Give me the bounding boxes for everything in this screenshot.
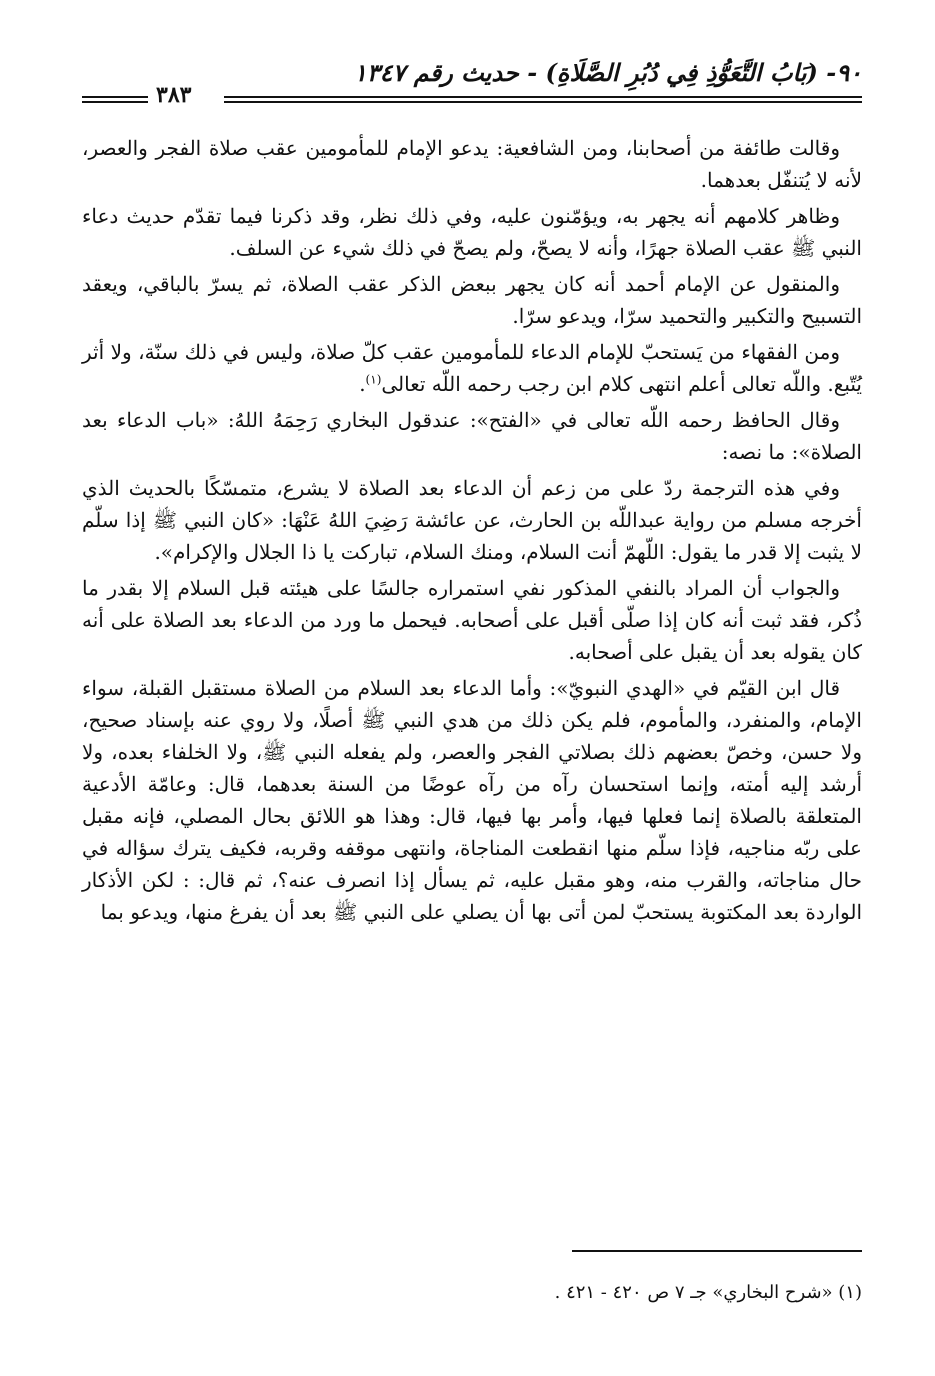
paragraph-text: ومن الفقهاء من يَستحبّ للإمام الدعاء للمأمومين عقب كلّ صلاة، وليس في ذلك سنّة، ولا أثر يُتّبع. واللّه تعالى أعلم انتهى كلام ابن رجب رحمه اللّه تعالى [82, 340, 862, 396]
paragraph: والمنقول عن الإمام أحمد أنه كان يجهر ببعض الذكر عقب الصلاة، ثم يسرّ بالباقي، ويعقد التسبيح والتكبير والتحميد سرّا، ويدعو سرّا. [82, 272, 862, 328]
header-rule [224, 96, 862, 98]
paragraph: والجواب أن المراد بالنفي المذكور نفي استمراره جالسًا على هيئته قبل السلام إلا بقدر ما ذُكر، فقد ثبت أنه كان إذا صلّى أقبل على أصحابه. فيحمل ما ورد من الدعاء بعد الصلاة على أنه كان يقوله بعد أن يقبل على أصحابه. [82, 576, 862, 664]
main-text [82, 132, 862, 932]
paragraph: وفي هذه الترجمة ردّ على من زعم أن الدعاء بعد الصلاة لا يشرع، متمسّكًا بالحديث الذي أخرجه مسلم من رواية عبداللّه بن الحارث، عن عائشة رَضِيَ اللهُ عَنْهَا: «كان النبي ﷺ إذا سلّم لا يثبت إلا قدر ما يقول: اللّهمّ أنت السلام، ومنك السلام، تباركت يا ذا الجلال والإكرام». [82, 476, 862, 564]
paragraph: وقالت طائفة من أصحابنا، ومن الشافعية: يدعو الإمام للمأمومين عقب صلاة الفجر والعصر، لأنه لا يُتنفّل بعدهما. [82, 136, 862, 192]
page-number: ٣٨٣ [156, 82, 192, 108]
header-title: ٩٠- (بَابُ التَّعَوُّذِ فِي دُبُرِ الصَّلَاةِ) - حديث رقم ١٣٤٧ [353, 58, 862, 87]
footnote: (١) «شرح البخاري» جـ ٧ ص ٤٢٠ - ٤٢١ . [554, 1282, 862, 1303]
header-rule [224, 101, 862, 103]
footnote-marker: (١) [365, 372, 382, 387]
header-rule [82, 101, 148, 103]
footnote-separator [572, 1250, 862, 1252]
paragraph: وقال الحافظ رحمه اللّه تعالى في «الفتح»: عندقول البخاري رَحِمَهُ اللهُ: «باب الدعاء بعد الصلاة»: ما نصه: [82, 408, 862, 464]
paragraph [82, 336, 862, 400]
header-rule [82, 96, 148, 98]
paragraph: قال ابن القيّم في «الهدي النبويّ»: وأما الدعاء بعد السلام من الصلاة مستقبل القبلة، سواء الإمام، والمنفرد، والمأموم، فلم يكن ذلك من هدي النبي ﷺ أصلًا، ولا روي عنه بإسناد صحيح، ولا حسن، وخصّ بعضهم ذلك بصلاتي الفجر والعصر، ولم يفعله النبي ﷺ، ولا الخلفاء بعده، ولا أرشد إليه أمته، وإنما استحسان رآه من رآه عوضًا من السنة بعدهما، قال: وعامّة الأدعية المتعلقة بالصلاة إنما فعلها فيها، وأمر بها فيها، قال: وهذا هو اللائق بحال المصلي، فإنه مقبل على ربّه مناجيه، فإذا سلّم منها انقطعت المناجاة، وانتهى موقفه وقربه، فكيف يترك سؤاله في حال مناجاته، والقرب منه، وهو مقبل عليه، ثم يسأل إذا انصرف عنه؟، ثم قال: : لكن الأذكار الواردة بعد المكتوبة يستحبّ لمن أتى بها أن يصلي على النبي ﷺ بعد أن يفرغ منها، ويدعو بما [82, 676, 862, 924]
paragraph-end: . [359, 372, 366, 396]
running-header [82, 58, 862, 108]
paragraph: وظاهر كلامهم أنه يجهر به، ويؤمّنون عليه، وفي ذلك نظر، وقد ذكرنا فيما تقدّم حديث دعاء النبي ﷺ عقب الصلاة جهرًا، وأنه لا يصحّ، ولم يصحّ في ذلك شيء عن السلف. [82, 204, 862, 260]
